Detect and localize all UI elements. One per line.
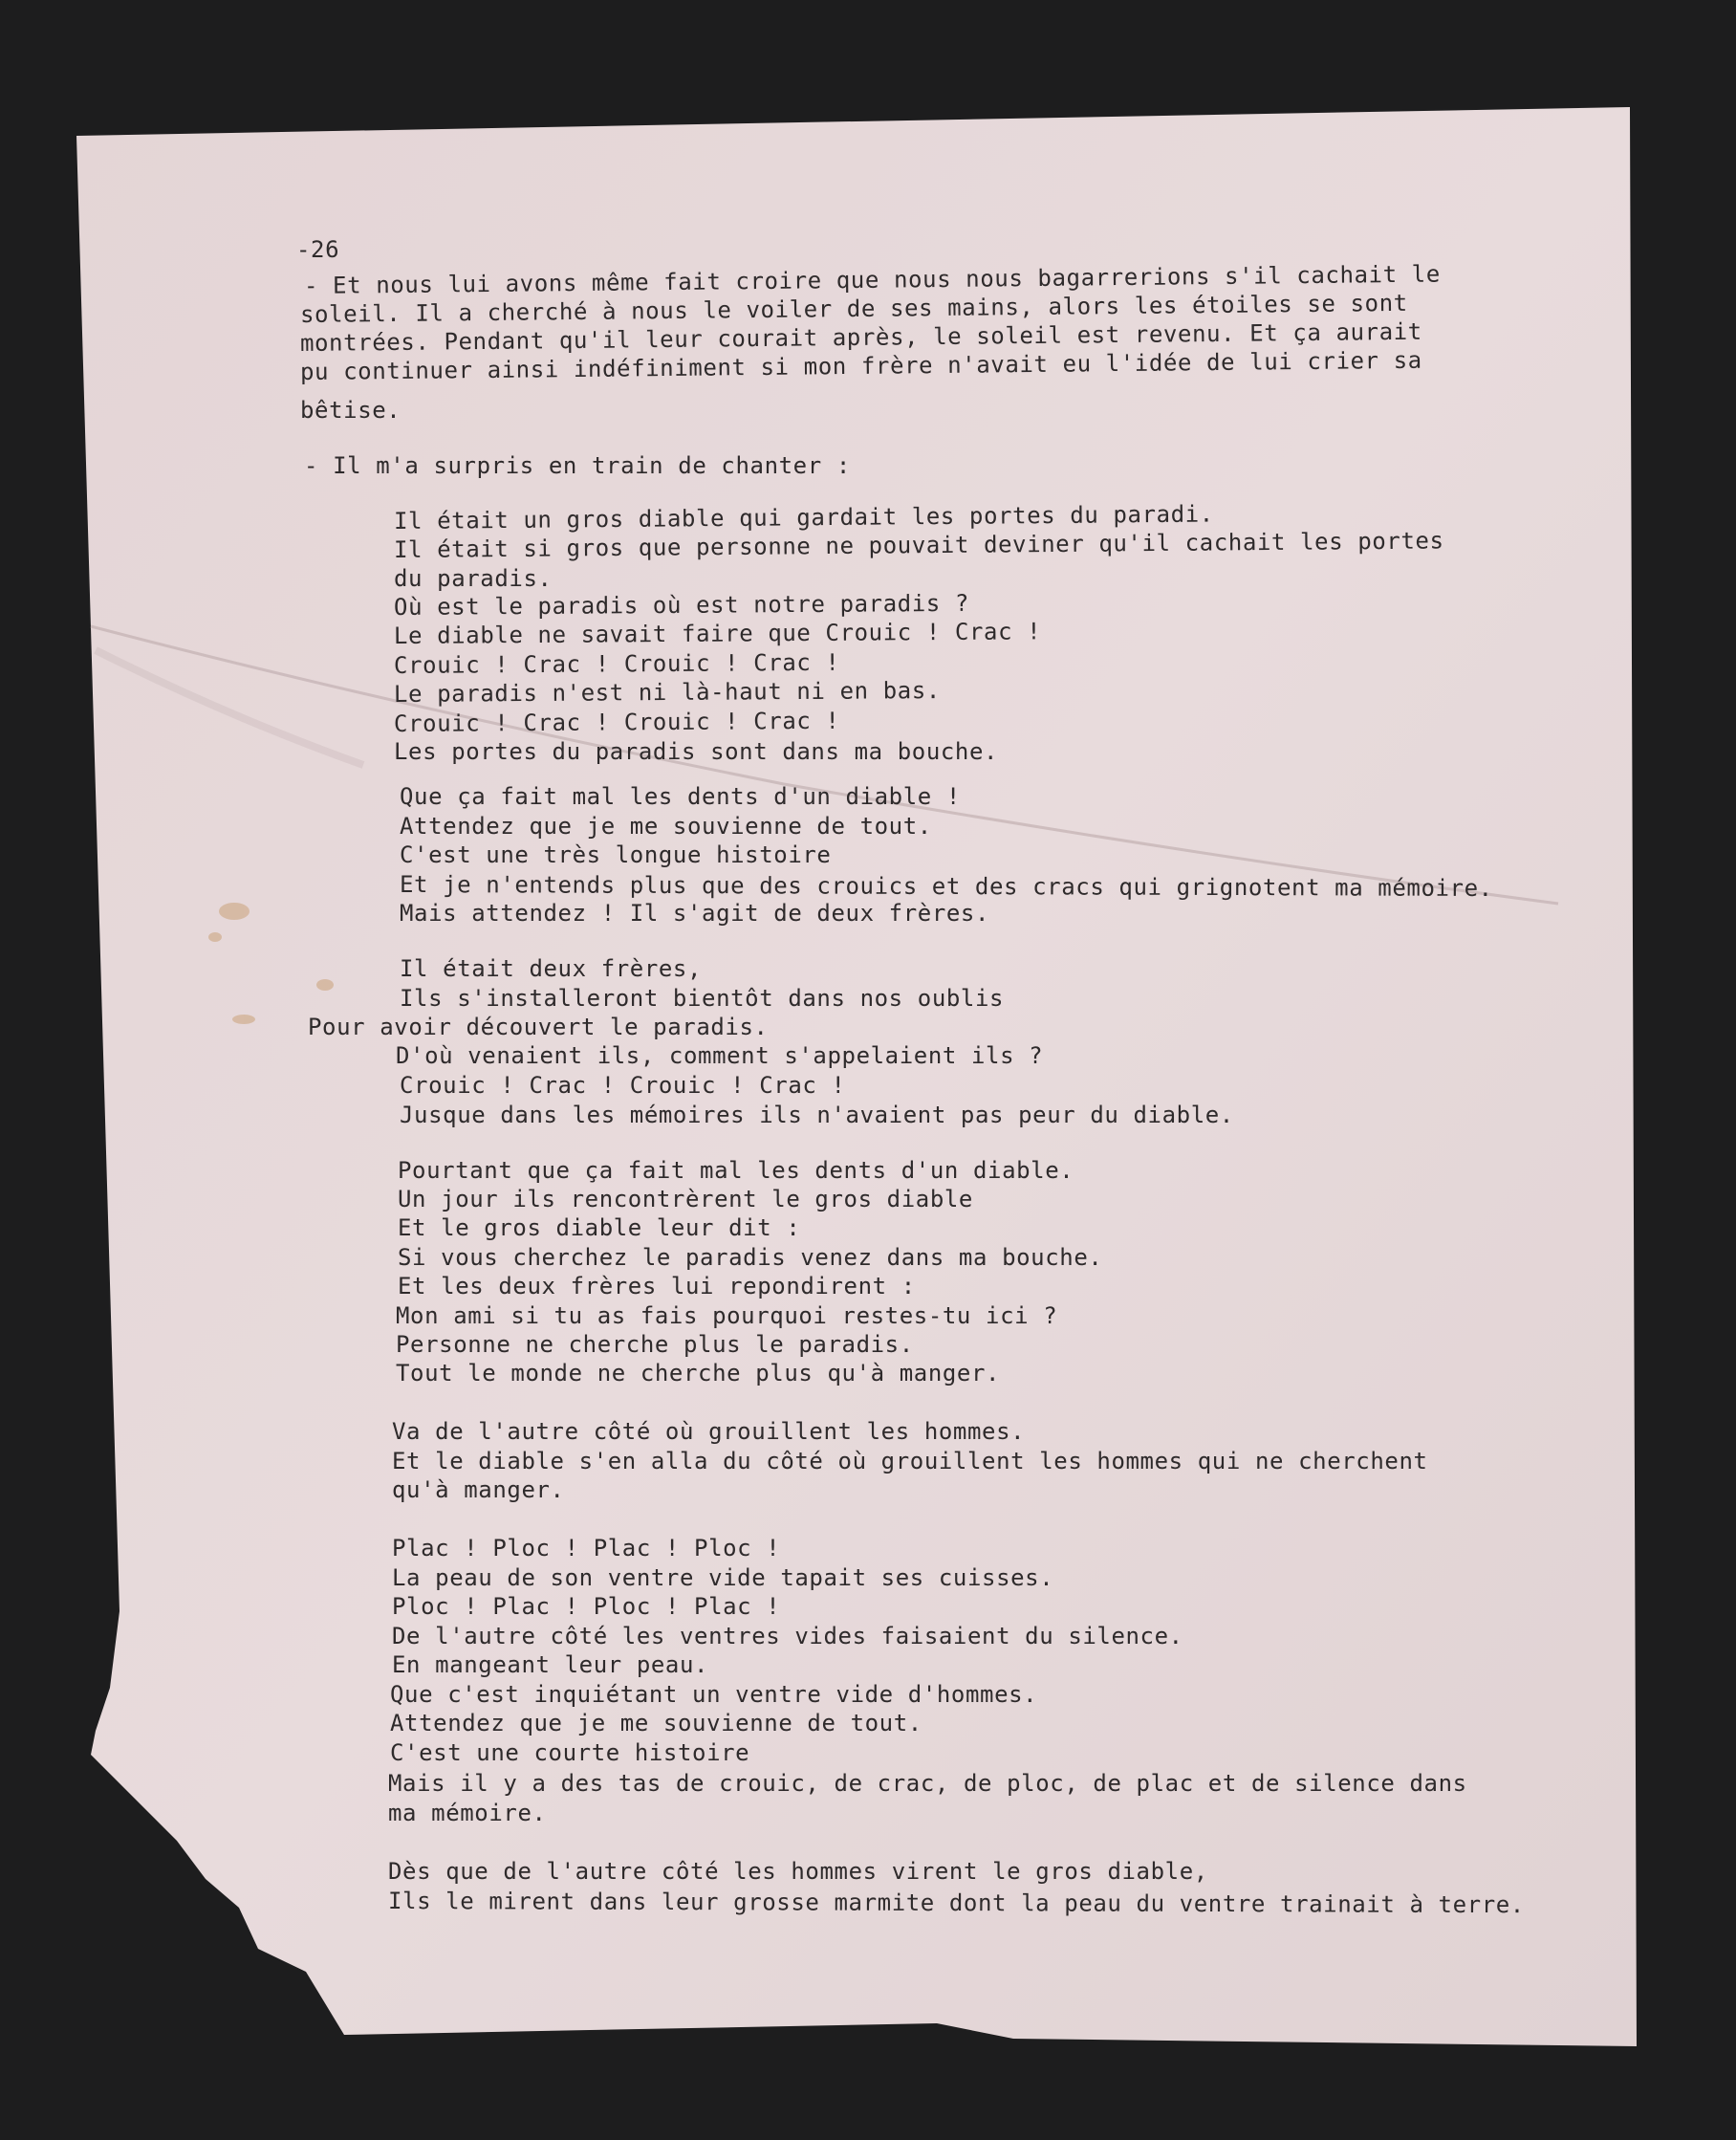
paragraph-line: soleil. Il a cherché à nous le voiler de ses mains, alors les étoiles se sont <box>299 289 1408 328</box>
paragraph-line: pu continuer ainsi indéfiniment si mon frère n'avait eu l'idée de lui crier sa <box>299 346 1422 385</box>
poem-line: De l'autre côté les ventres vides faisaient du silence. <box>392 1623 1183 1649</box>
poem-line: du paradis. <box>394 565 553 592</box>
poem-line: La peau de son ventre vide tapait ses cuisses. <box>392 1564 1054 1591</box>
poem-line: Où est le paradis où est notre paradis ? <box>393 589 970 621</box>
poem-line: D'où venaient ils, comment s'appelaient ils ? <box>396 1042 1044 1069</box>
paragraph-line: - Et nous lui avons même fait croire que nous nous bagarrerions s'il cachait le <box>303 260 1441 299</box>
poem-line: Pour avoir découvert le paradis. <box>308 1014 769 1040</box>
poem-line: Personne ne cherche plus le paradis. <box>396 1331 914 1358</box>
poem-line: Plac ! Ploc ! Plac ! Ploc ! <box>392 1535 781 1561</box>
poem-line: Mon ami si tu as fais pourquoi restes-tu ici ? <box>396 1302 1058 1329</box>
poem-line: ma mémoire. <box>388 1800 547 1826</box>
poem-line: Les portes du paradis sont dans ma bouche. <box>394 738 999 765</box>
poem-line: Et le gros diable leur dit : <box>398 1214 801 1241</box>
poem-line: Que ça fait mal les dents d'un diable ! <box>400 783 961 810</box>
poem-line: Et les deux frères lui repondirent : <box>398 1273 916 1299</box>
poem-line: Le paradis n'est ni là-haut ni en bas. <box>393 677 941 708</box>
poem-line: Ils s'installeront bientôt dans nos oublis <box>400 985 1005 1012</box>
poem-line: Tout le monde ne cherche plus qu'à manger. <box>396 1360 1001 1387</box>
poem-line: En mangeant leur peau. <box>392 1651 709 1678</box>
poem-line: qu'à manger. <box>392 1476 565 1503</box>
poem-line: Attendez que je me souvienne de tout. <box>400 813 932 840</box>
paragraph-line: bêtise. <box>300 397 401 424</box>
poem-line: Un jour ils rencontrèrent le gros diable <box>398 1186 973 1212</box>
poem-line: Pourtant que ça fait mal les dents d'un diable. <box>398 1157 1074 1184</box>
poem-line: Va de l'autre côté où grouillent les hommes. <box>392 1418 1026 1445</box>
poem-line: Jusque dans les mémoires ils n'avaient pas peur du diable. <box>400 1102 1234 1128</box>
poem-line: C'est une courte histoire <box>390 1739 750 1766</box>
poem-line: Crouic ! Crac ! Crouic ! Crac ! <box>393 648 840 679</box>
poem-line: Crouic ! Crac ! Crouic ! Crac ! <box>400 1072 846 1099</box>
paragraph-line: montrées. Pendant qu'il leur courait après, le soleil est revenu. Et ça aurait <box>299 317 1422 357</box>
poem-line: Dès que de l'autre côté les hommes virent le gros diable, <box>388 1858 1208 1885</box>
poem-line: Il était si gros que personne ne pouvait deviner qu'il cachait les portes <box>393 527 1444 563</box>
poem-line: Ils le mirent dans leur grosse marmite dont la peau du ventre trainait à terre. <box>387 1888 1525 1919</box>
poem-line: Le diable ne savait faire que Crouic ! Crac ! <box>393 618 1042 649</box>
paragraph-line: - Il m'a surpris en train de chanter : <box>304 452 851 479</box>
poem-line: Et je n'entends plus que des crouics et des cracs qui grignotent ma mémoire. <box>399 871 1493 902</box>
poem-line: C'est une très longue histoire <box>400 841 832 868</box>
poem-line: Il était deux frères, <box>400 955 703 982</box>
page-number: -26 <box>296 236 340 263</box>
poem-line: Attendez que je me souvienne de tout. <box>390 1710 922 1736</box>
poem-line: Il était un gros diable qui gardait les portes du paradi. <box>393 500 1214 535</box>
poem-line: Que c'est inquiétant un ventre vide d'hommes. <box>390 1681 1038 1708</box>
poem-line: Crouic ! Crac ! Crouic ! Crac ! <box>393 707 840 737</box>
poem-line: Ploc ! Plac ! Ploc ! Plac ! <box>392 1593 781 1620</box>
poem-line: Mais attendez ! Il s'agit de deux frères. <box>400 900 990 927</box>
poem-line: Et le diable s'en alla du côté où grouillent les hommes qui ne cherchent <box>392 1448 1428 1474</box>
poem-line: Si vous cherchez le paradis venez dans ma bouche. <box>398 1244 1103 1271</box>
poem-line: Mais il y a des tas de crouic, de crac, de ploc, de plac et de silence dans <box>388 1770 1467 1797</box>
